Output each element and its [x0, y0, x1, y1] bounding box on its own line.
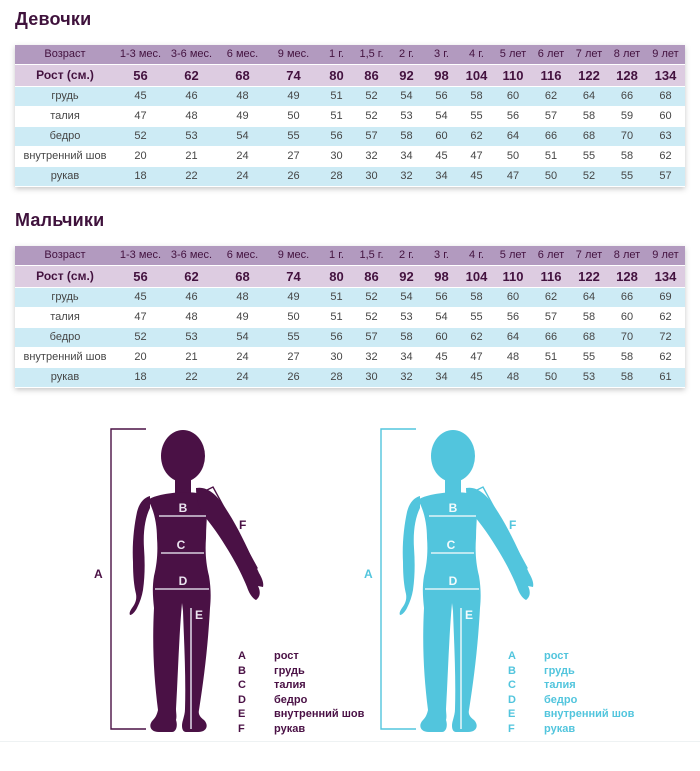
value-cell: 32	[354, 147, 389, 167]
boys-size-table	[15, 246, 685, 388]
value-cell: 57	[532, 308, 570, 328]
value-cell: 68	[646, 87, 685, 107]
value-cell: 3-6 мес.	[166, 45, 217, 65]
legend-label: рукав	[544, 722, 576, 735]
row-label-cell: грудь	[15, 87, 115, 107]
value-cell: 55	[570, 348, 608, 368]
value-cell: 59	[608, 107, 646, 127]
value-cell: 56	[424, 288, 459, 308]
boys-title: Мальчики	[15, 210, 105, 230]
value-cell: 51	[319, 308, 354, 328]
legend-label: внутренний шов	[544, 708, 635, 720]
value-cell: 34	[389, 348, 424, 368]
legend-item	[238, 665, 364, 677]
legend-key: D	[238, 693, 246, 706]
value-cell: 104	[459, 65, 494, 87]
value-cell: 53	[570, 368, 608, 388]
row-label-cell: бедро	[15, 328, 115, 348]
value-cell: 58	[570, 308, 608, 328]
value-cell: 56	[115, 266, 166, 288]
value-cell: 46	[166, 87, 217, 107]
row-label-cell: Рост (см.)	[15, 65, 115, 87]
value-cell: 30	[319, 348, 354, 368]
value-cell: 110	[494, 266, 532, 288]
row-label-cell: Возраст	[15, 45, 115, 65]
value-cell: 2 г.	[389, 45, 424, 65]
value-cell: 98	[424, 65, 459, 87]
value-cell: 128	[608, 65, 646, 87]
mark-c: C	[176, 538, 186, 552]
legend-item	[508, 708, 634, 720]
value-cell: 52	[354, 87, 389, 107]
value-cell: 61	[646, 368, 685, 388]
girls-section	[15, 8, 685, 187]
value-cell: 7 лет	[570, 45, 608, 65]
value-cell: 50	[532, 368, 570, 388]
table-row	[15, 368, 685, 388]
legend-item	[508, 650, 634, 662]
value-cell: 54	[217, 328, 268, 348]
value-cell: 5 лет	[494, 246, 532, 266]
table-row	[15, 87, 685, 107]
value-cell: 6 лет	[532, 45, 570, 65]
mark-b: B	[178, 501, 188, 515]
value-cell: 9 лет	[646, 45, 685, 65]
mark-b: B	[448, 501, 458, 515]
value-cell: 54	[424, 107, 459, 127]
value-cell: 62	[532, 288, 570, 308]
value-cell: 66	[608, 87, 646, 107]
table-row	[15, 266, 685, 288]
measurement-figures	[0, 388, 700, 771]
value-cell: 48	[217, 288, 268, 308]
value-cell: 92	[389, 65, 424, 87]
legend-key: E	[508, 708, 516, 720]
table-row	[15, 107, 685, 127]
value-cell: 50	[532, 167, 570, 187]
mark-e: E	[465, 608, 474, 622]
value-cell: 54	[217, 127, 268, 147]
value-cell: 55	[570, 147, 608, 167]
legend-key: A	[508, 650, 516, 662]
value-cell: 47	[494, 167, 532, 187]
table-row	[15, 147, 685, 167]
legend-key: C	[508, 679, 516, 691]
legend-item	[508, 723, 634, 735]
value-cell: 52	[354, 288, 389, 308]
value-cell: 66	[532, 328, 570, 348]
legend-key: F	[508, 722, 515, 735]
value-cell: 62	[166, 266, 217, 288]
value-cell: 6 лет	[532, 246, 570, 266]
value-cell: 56	[115, 65, 166, 87]
value-cell: 48	[166, 308, 217, 328]
legend-key: A	[238, 650, 246, 662]
table-row	[15, 288, 685, 308]
value-cell: 122	[570, 266, 608, 288]
table-row	[15, 167, 685, 187]
value-cell: 56	[319, 328, 354, 348]
value-cell: 24	[217, 368, 268, 388]
value-cell: 62	[166, 65, 217, 87]
value-cell: 20	[115, 348, 166, 368]
value-cell: 68	[570, 127, 608, 147]
value-cell: 58	[570, 107, 608, 127]
value-cell: 18	[115, 368, 166, 388]
legend-key: F	[238, 722, 245, 735]
value-cell: 68	[217, 65, 268, 87]
value-cell: 8 лет	[608, 45, 646, 65]
value-cell: 56	[494, 107, 532, 127]
value-cell: 74	[268, 266, 319, 288]
table-row	[15, 45, 685, 65]
value-cell: 58	[459, 87, 494, 107]
value-cell: 32	[389, 167, 424, 187]
value-cell: 45	[459, 167, 494, 187]
value-cell: 57	[532, 107, 570, 127]
value-cell: 60	[646, 107, 685, 127]
value-cell: 55	[268, 127, 319, 147]
value-cell: 53	[166, 328, 217, 348]
value-cell: 49	[217, 107, 268, 127]
value-cell: 8 лет	[608, 246, 646, 266]
legend-label: талия	[274, 679, 306, 691]
value-cell: 58	[608, 348, 646, 368]
value-cell: 27	[268, 147, 319, 167]
mark-f: F	[509, 518, 517, 532]
value-cell: 57	[354, 127, 389, 147]
legend-item	[508, 679, 634, 691]
value-cell: 70	[608, 127, 646, 147]
value-cell: 3 г.	[424, 45, 459, 65]
value-cell: 24	[217, 348, 268, 368]
value-cell: 62	[459, 127, 494, 147]
legend-key: B	[238, 664, 246, 677]
value-cell: 9 мес.	[268, 246, 319, 266]
legend-label: талия	[544, 679, 576, 691]
bottom-divider	[0, 741, 700, 742]
value-cell: 116	[532, 65, 570, 87]
value-cell: 51	[319, 107, 354, 127]
value-cell: 58	[608, 368, 646, 388]
girls-title: Девочки	[15, 9, 92, 29]
table-row	[15, 348, 685, 368]
legend-label: рост	[274, 650, 299, 662]
legend-item	[238, 650, 364, 662]
legend-item	[508, 665, 634, 677]
value-cell: 22	[166, 167, 217, 187]
value-cell: 1-3 мес.	[115, 246, 166, 266]
mark-f: F	[239, 518, 247, 532]
mark-a: A	[94, 567, 103, 581]
value-cell: 51	[319, 288, 354, 308]
value-cell: 54	[389, 87, 424, 107]
value-cell: 20	[115, 147, 166, 167]
value-cell: 55	[459, 308, 494, 328]
value-cell: 49	[217, 308, 268, 328]
legend-label: бедро	[274, 693, 308, 706]
value-cell: 63	[646, 127, 685, 147]
value-cell: 47	[459, 348, 494, 368]
value-cell: 68	[570, 328, 608, 348]
value-cell: 56	[424, 87, 459, 107]
value-cell: 30	[354, 167, 389, 187]
mark-d: D	[448, 574, 458, 588]
value-cell: 60	[494, 288, 532, 308]
value-cell: 4 г.	[459, 246, 494, 266]
legend-key: E	[238, 708, 246, 720]
value-cell: 1-3 мес.	[115, 45, 166, 65]
value-cell: 51	[319, 87, 354, 107]
value-cell: 64	[494, 127, 532, 147]
value-cell: 9 мес.	[268, 45, 319, 65]
row-label-cell: бедро	[15, 127, 115, 147]
value-cell: 45	[115, 87, 166, 107]
value-cell: 28	[319, 167, 354, 187]
legend-key: B	[508, 664, 516, 677]
value-cell: 58	[389, 328, 424, 348]
value-cell: 3-6 мес.	[166, 246, 217, 266]
value-cell: 60	[424, 328, 459, 348]
value-cell: 52	[354, 107, 389, 127]
value-cell: 22	[166, 368, 217, 388]
value-cell: 32	[354, 348, 389, 368]
value-cell: 134	[646, 266, 685, 288]
mark-d: D	[178, 574, 188, 588]
value-cell: 92	[389, 266, 424, 288]
value-cell: 52	[115, 127, 166, 147]
value-cell: 110	[494, 65, 532, 87]
value-cell: 57	[354, 328, 389, 348]
value-cell: 1,5 г.	[354, 45, 389, 65]
value-cell: 54	[424, 308, 459, 328]
value-cell: 47	[459, 147, 494, 167]
value-cell: 80	[319, 65, 354, 87]
mark-a: A	[364, 567, 373, 581]
value-cell: 21	[166, 147, 217, 167]
value-cell: 62	[459, 328, 494, 348]
value-cell: 47	[115, 107, 166, 127]
value-cell: 64	[570, 87, 608, 107]
value-cell: 2 г.	[389, 246, 424, 266]
value-cell: 55	[459, 107, 494, 127]
value-cell: 32	[389, 368, 424, 388]
row-label-cell: внутренний шов	[15, 348, 115, 368]
value-cell: 66	[608, 288, 646, 308]
value-cell: 62	[646, 308, 685, 328]
legend-item	[238, 694, 364, 706]
value-cell: 60	[424, 127, 459, 147]
legend-label: рукав	[274, 722, 306, 735]
row-label-cell: рукав	[15, 368, 115, 388]
value-cell: 56	[319, 127, 354, 147]
value-cell: 18	[115, 167, 166, 187]
legend-label: бедро	[544, 693, 578, 706]
value-cell: 30	[354, 368, 389, 388]
value-cell: 60	[608, 308, 646, 328]
value-cell: 48	[494, 368, 532, 388]
value-cell: 52	[354, 308, 389, 328]
value-cell: 86	[354, 266, 389, 288]
value-cell: 26	[268, 368, 319, 388]
value-cell: 64	[570, 288, 608, 308]
legend-item	[238, 708, 364, 720]
legend-label: рост	[544, 650, 569, 662]
row-label-cell: талия	[15, 308, 115, 328]
value-cell: 74	[268, 65, 319, 87]
value-cell: 6 мес.	[217, 45, 268, 65]
boy-measure-legend	[508, 650, 634, 735]
table-row	[15, 127, 685, 147]
value-cell: 30	[319, 147, 354, 167]
value-cell: 47	[115, 308, 166, 328]
value-cell: 86	[354, 65, 389, 87]
value-cell: 69	[646, 288, 685, 308]
value-cell: 7 лет	[570, 246, 608, 266]
value-cell: 54	[389, 288, 424, 308]
value-cell: 62	[646, 348, 685, 368]
value-cell: 70	[608, 328, 646, 348]
value-cell: 24	[217, 147, 268, 167]
value-cell: 48	[166, 107, 217, 127]
legend-key: C	[238, 679, 246, 691]
row-label-cell: Рост (см.)	[15, 266, 115, 288]
value-cell: 72	[646, 328, 685, 348]
value-cell: 51	[532, 147, 570, 167]
table-row	[15, 328, 685, 348]
value-cell: 34	[424, 167, 459, 187]
value-cell: 80	[319, 266, 354, 288]
value-cell: 56	[494, 308, 532, 328]
value-cell: 128	[608, 266, 646, 288]
value-cell: 64	[494, 328, 532, 348]
value-cell: 48	[494, 348, 532, 368]
value-cell: 53	[166, 127, 217, 147]
value-cell: 62	[646, 147, 685, 167]
row-label-cell: Возраст	[15, 246, 115, 266]
value-cell: 1 г.	[319, 246, 354, 266]
legend-label: грудь	[274, 664, 305, 677]
value-cell: 52	[115, 328, 166, 348]
table-row	[15, 308, 685, 328]
table-row	[15, 246, 685, 266]
row-label-cell: грудь	[15, 288, 115, 308]
value-cell: 45	[424, 147, 459, 167]
table-row	[15, 65, 685, 87]
value-cell: 53	[389, 308, 424, 328]
value-cell: 49	[268, 87, 319, 107]
row-label-cell: рукав	[15, 167, 115, 187]
value-cell: 134	[646, 65, 685, 87]
value-cell: 3 г.	[424, 246, 459, 266]
value-cell: 27	[268, 348, 319, 368]
value-cell: 48	[217, 87, 268, 107]
legend-item	[238, 679, 364, 691]
mark-c: C	[446, 538, 456, 552]
value-cell: 21	[166, 348, 217, 368]
value-cell: 53	[389, 107, 424, 127]
value-cell: 104	[459, 266, 494, 288]
value-cell: 55	[608, 167, 646, 187]
legend-item	[238, 723, 364, 735]
value-cell: 58	[389, 127, 424, 147]
value-cell: 66	[532, 127, 570, 147]
value-cell: 1,5 г.	[354, 246, 389, 266]
value-cell: 24	[217, 167, 268, 187]
value-cell: 50	[268, 308, 319, 328]
boys-section	[15, 209, 685, 388]
girl-measure-legend	[238, 650, 364, 735]
value-cell: 34	[389, 147, 424, 167]
value-cell: 50	[494, 147, 532, 167]
value-cell: 55	[268, 328, 319, 348]
value-cell: 6 мес.	[217, 246, 268, 266]
value-cell: 98	[424, 266, 459, 288]
value-cell: 62	[532, 87, 570, 107]
girls-size-table	[15, 45, 685, 187]
value-cell: 60	[494, 87, 532, 107]
value-cell: 58	[459, 288, 494, 308]
value-cell: 1 г.	[319, 45, 354, 65]
value-cell: 34	[424, 368, 459, 388]
value-cell: 26	[268, 167, 319, 187]
row-label-cell: талия	[15, 107, 115, 127]
legend-label: внутренний шов	[274, 708, 365, 720]
legend-key: D	[508, 693, 516, 706]
value-cell: 45	[115, 288, 166, 308]
row-label-cell: внутренний шов	[15, 147, 115, 167]
value-cell: 122	[570, 65, 608, 87]
value-cell: 9 лет	[646, 246, 685, 266]
value-cell: 49	[268, 288, 319, 308]
value-cell: 4 г.	[459, 45, 494, 65]
value-cell: 52	[570, 167, 608, 187]
value-cell: 68	[217, 266, 268, 288]
value-cell: 45	[424, 348, 459, 368]
value-cell: 50	[268, 107, 319, 127]
value-cell: 28	[319, 368, 354, 388]
legend-item	[508, 694, 634, 706]
legend-label: грудь	[544, 664, 575, 677]
value-cell: 5 лет	[494, 45, 532, 65]
value-cell: 116	[532, 266, 570, 288]
value-cell: 45	[459, 368, 494, 388]
value-cell: 51	[532, 348, 570, 368]
mark-e: E	[195, 608, 204, 622]
value-cell: 46	[166, 288, 217, 308]
value-cell: 57	[646, 167, 685, 187]
value-cell: 58	[608, 147, 646, 167]
